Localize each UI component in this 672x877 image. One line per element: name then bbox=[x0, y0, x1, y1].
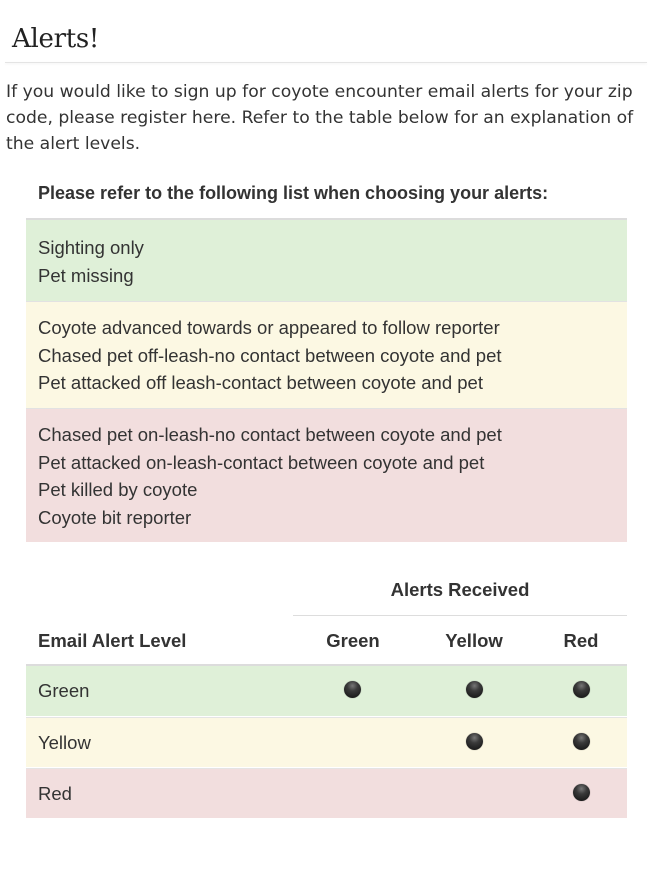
row-label: Green bbox=[38, 680, 90, 701]
row-label: Red bbox=[38, 783, 72, 804]
reference-group-green bbox=[26, 220, 627, 301]
list-item: Coyote advanced towards or appeared to follow reporter bbox=[38, 317, 500, 338]
column-header-yellow: Yellow bbox=[445, 630, 503, 651]
alerts-received-header: Alerts Received bbox=[293, 572, 627, 616]
table-row-yellow bbox=[26, 717, 627, 767]
list-item: Chased pet on-leash-no contact between coyote and pet bbox=[38, 424, 502, 445]
column-header-red: Red bbox=[563, 630, 599, 651]
filled-circle-icon bbox=[573, 733, 590, 750]
list-item: Pet killed by coyote bbox=[38, 479, 198, 500]
alert-level-reference-list bbox=[26, 218, 627, 542]
list-item: Coyote bit reporter bbox=[38, 506, 192, 528]
column-header-green: Green bbox=[326, 630, 380, 651]
list-item: Sighting only bbox=[38, 237, 144, 258]
filled-circle-icon bbox=[466, 681, 483, 698]
list-item: Pet missing bbox=[38, 264, 134, 286]
filled-circle-icon bbox=[344, 681, 361, 698]
reference-list-heading: Please refer to the following list when choosing your alerts: bbox=[38, 183, 549, 203]
list-item: Pet attacked on-leash-contact between coyote and pet bbox=[38, 451, 485, 473]
table-row-green bbox=[26, 666, 627, 716]
filled-circle-icon bbox=[466, 733, 483, 750]
filled-circle-icon bbox=[573, 784, 590, 801]
row-label: Yellow bbox=[38, 732, 91, 753]
list-item: Pet attacked off leash-contact between coyote and pet bbox=[38, 372, 483, 393]
list-item: Chased pet off-leash-no contact between coyote and pet bbox=[38, 344, 502, 366]
email-alert-level-header: Email Alert Level bbox=[38, 630, 187, 651]
page-title: Alerts! bbox=[12, 24, 100, 54]
reference-group-red bbox=[26, 408, 627, 542]
table-row-red bbox=[26, 768, 627, 818]
title-divider bbox=[5, 62, 647, 63]
filled-circle-icon bbox=[573, 681, 590, 698]
reference-group-yellow bbox=[26, 301, 627, 408]
intro-paragraph: If you would like to sign up for coyote encounter email alerts for your zip code, please register here. Refer to the table below for an explanation of the alert levels. bbox=[6, 82, 634, 154]
